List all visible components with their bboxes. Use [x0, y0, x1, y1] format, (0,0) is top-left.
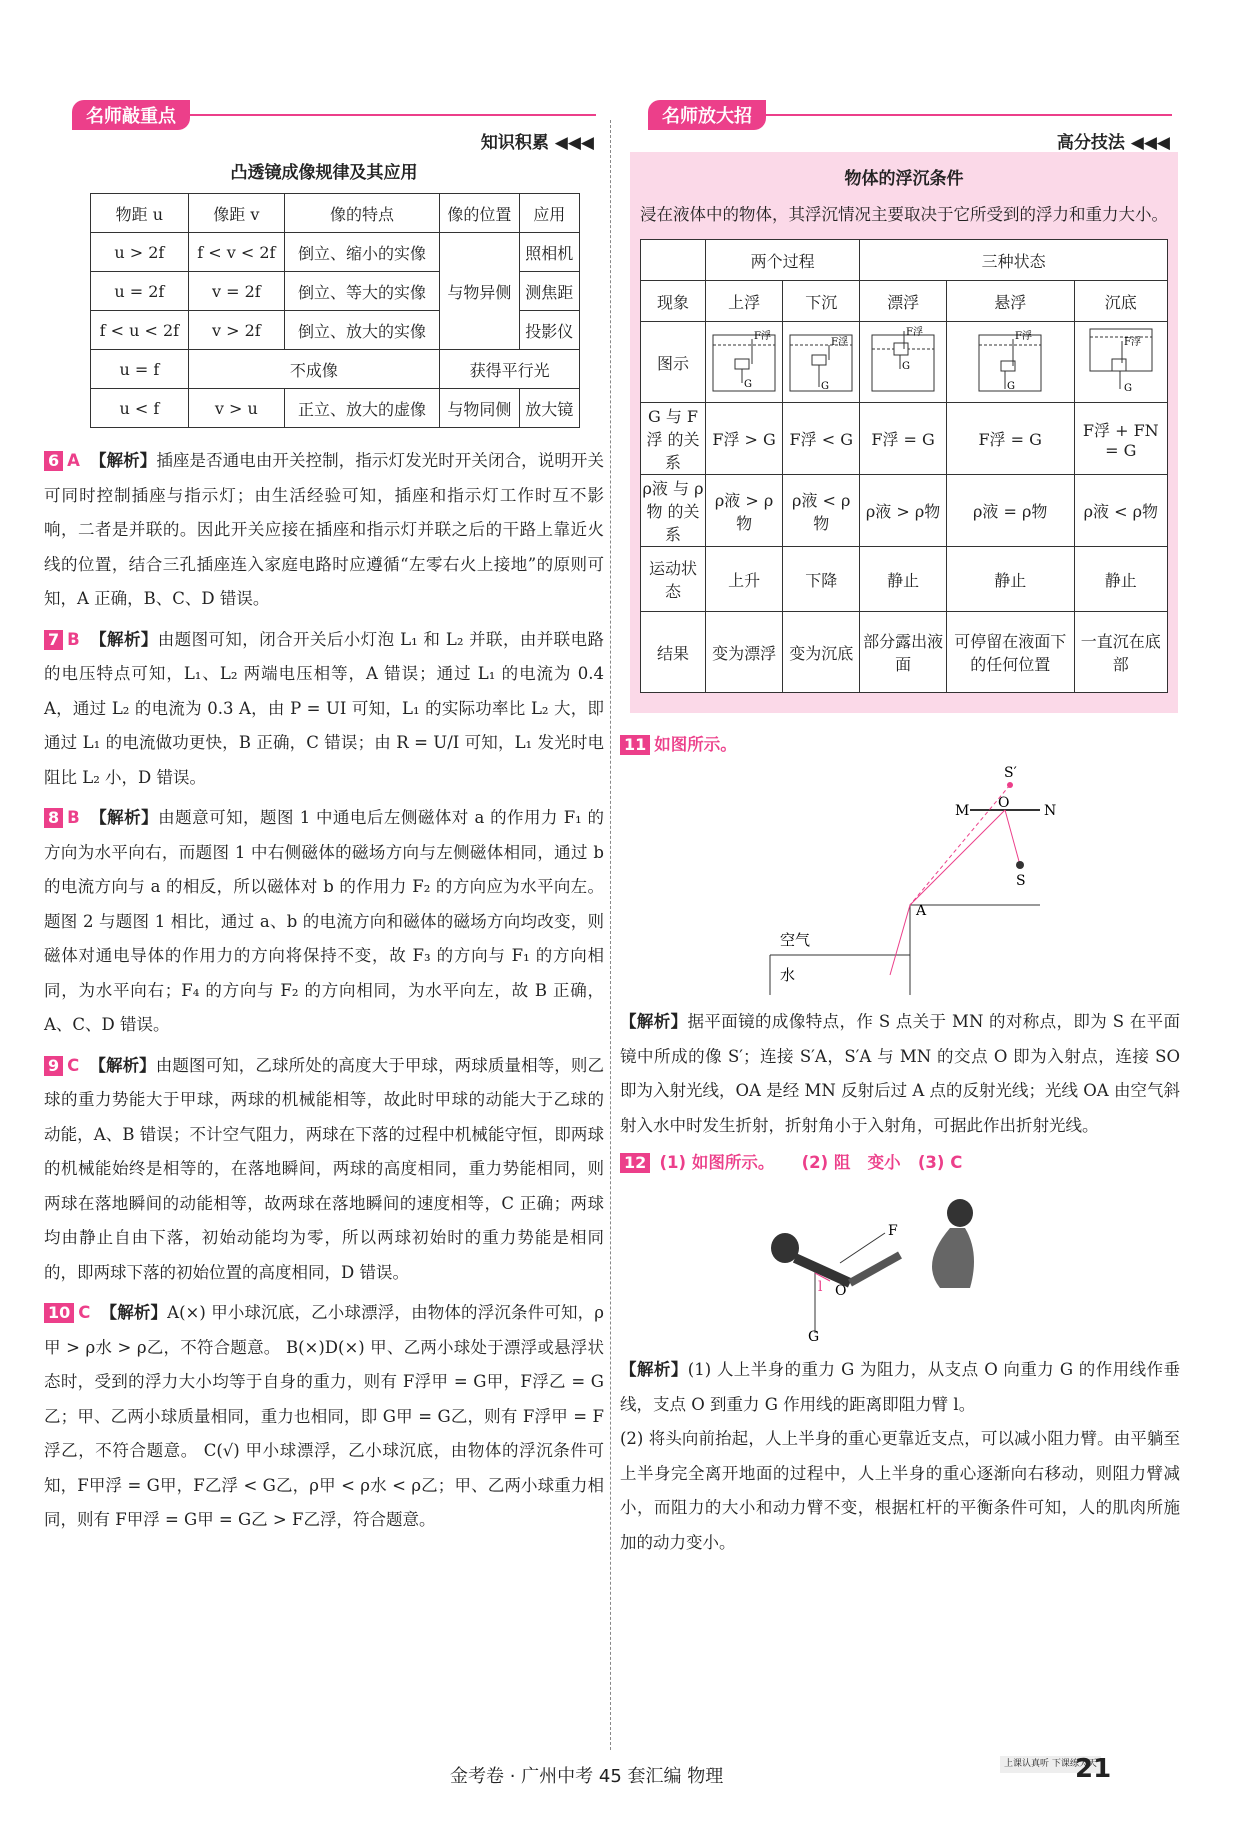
analysis-label: 【解析】 — [89, 1055, 156, 1075]
diagram-cell — [860, 322, 946, 403]
right-column — [620, 100, 1180, 1560]
answer-part-2: (2) 阻 — [801, 1153, 851, 1172]
table-cell: 可停留在液面下的任何位置 — [946, 612, 1074, 693]
object — [812, 355, 826, 365]
table-row — [641, 240, 1168, 281]
label-air: 空气 — [780, 931, 811, 949]
diagram-cell — [706, 322, 783, 403]
page-footer — [0, 1754, 1250, 1794]
mirror-refraction-diagram — [620, 755, 1180, 995]
answer-option: C — [67, 1055, 80, 1075]
rise-diagram — [707, 325, 781, 395]
table-cell: 测焦距 — [519, 272, 579, 311]
header-cell: 像的特点 — [284, 194, 439, 233]
answer-11-analysis — [620, 1005, 1180, 1143]
table-cell: 下沉 — [783, 281, 860, 322]
float-title: 物体的浮沉条件 — [844, 169, 964, 189]
table-cell: 悬浮 — [946, 281, 1074, 322]
analysis-text: 由题图可知，乙球所处的高度大于甲球，两球质量相等，则乙球的重力势能大于甲球，两球的机械能相等，故此时甲球的动能大于乙球的动能，A、B 错误；不计空气阻力，两球在下落的过程中机械能守恒，即两球的机械能始终是相等的，在落地瞬间，两球的高度相同，重力势能相同，则两球在落地瞬间的动能相等，故两球在落地瞬间的速度相等，C 正确；两球均由静止自由下落，初始动能均为零，所以两球初始时的重力势能是相同的，即两球下落的初始位置的高度相同，D 错误。 — [44, 1055, 605, 1282]
table-cell: F浮 + FN = G — [1074, 403, 1167, 475]
gravity-label: G — [744, 379, 753, 390]
lens-table — [90, 193, 580, 428]
float-table — [640, 239, 1168, 693]
table-row — [641, 281, 1168, 322]
footer-title: 金考卷 · 广州中考 45 套汇编 物理 — [450, 1766, 724, 1787]
incident-ray — [1005, 810, 1020, 865]
answer-12-analysis — [620, 1353, 1180, 1422]
suspend-diagram — [973, 325, 1047, 395]
diagram-cell — [783, 322, 860, 403]
answer-11-heading — [620, 731, 1180, 755]
force-f-arrow — [840, 1233, 885, 1263]
table-cell: 投影仪 — [519, 311, 579, 350]
row-label: 结果 — [641, 612, 706, 693]
table-cell: 上浮 — [706, 281, 783, 322]
answer-12-analysis-2: (2) 将头向前抬起，人上半身的重心更靠近支点，可以减小阻力臂。由平躺至上半身完全离开地面的过程中，人上半身的重心逐渐向右移动，则阻力臂减小，而阻力的大小和动力臂不变，根据杠杆的平衡条件可知，人的肌肉所施加的动力变小。 — [620, 1429, 1180, 1552]
table-cell: F浮 > G — [706, 403, 783, 475]
table-row — [641, 612, 1168, 693]
answer-6 — [44, 444, 604, 617]
table-cell: 倒立、缩小的实像 — [284, 233, 439, 272]
table-cell: 变为漂浮 — [706, 612, 783, 693]
person-b-body — [932, 1228, 974, 1288]
table-cell: ρ液 = ρ物 — [946, 475, 1074, 547]
table-cell: u < f — [91, 389, 189, 428]
buoyancy-label: F浮 — [906, 327, 924, 338]
table-cell: 放大镜 — [519, 389, 579, 428]
analysis-label: 【解析】 — [89, 451, 157, 470]
label-n: N — [1044, 803, 1057, 819]
table-cell: 与物同侧 — [440, 389, 519, 428]
answer-option: C — [78, 1303, 91, 1322]
gravity-label: G — [1123, 383, 1132, 394]
table-row — [641, 475, 1168, 547]
table-cell: 倒立、放大的实像 — [284, 311, 439, 350]
gravity-label: G — [821, 381, 830, 392]
answer-9 — [44, 1049, 604, 1291]
question-number: 7 — [44, 630, 63, 650]
question-number: 8 — [44, 808, 63, 828]
table-cell: 获得平行光 — [440, 350, 580, 389]
table-cell: 静止 — [946, 547, 1074, 612]
header-cell: 物距 u — [91, 194, 189, 233]
analysis-label: 【解析】 — [620, 1360, 688, 1379]
label-m: M — [955, 803, 970, 819]
table-cell: v = 2f — [188, 272, 284, 311]
pool-outline — [770, 905, 1040, 995]
analysis-text: A(×) 甲小球沉底，乙小球漂浮，由物体的浮沉条件可知，ρ甲 > ρ水 > ρ乙，不符合题意。 B(×)D(×) 甲、乙两小球处于漂浮或悬浮状态时，受到的浮力大小均等于自身的重力，则有 F浮甲 = G甲，F浮乙 = G乙；甲、乙两小球质量相同，重力也相同，即 G甲 = G乙，则有 F浮甲 = F浮乙，不符合题意。 C(√) 甲小球漂浮，乙小球沉底，由物体的浮沉条件可知，F甲浮 = G甲，F乙浮 < G乙，ρ甲 < ρ水 < ρ乙；甲、乙两小球重力相同，则有 F甲浮 = G甲 = G乙 > F乙浮，符合题意。 — [44, 1303, 605, 1529]
table-header-row — [91, 194, 580, 233]
label-g: G — [808, 1329, 820, 1343]
answer-12-heading — [620, 1149, 1180, 1173]
object — [735, 359, 749, 369]
section-badge: 名师放大招 — [648, 100, 766, 130]
person-a-legs — [850, 1255, 900, 1283]
table-cell: u = f — [91, 350, 189, 389]
analysis-text: 插座是否通电由开关控制，指示灯发光时开关闭合，说明开关可同时控制插座与指示灯；由生活经验可知，插座和指示灯工作时互不影响，二者是并联的。因此开关应接在插座和指示灯并联之后的干路上靠近火线的位置，结合三孔插座连入家庭电路时应遵循“左零右火上接地”的原则可知，A 正确，B、C、D 错误。 — [44, 451, 605, 608]
answer-option: A — [67, 451, 80, 470]
float-diagram — [866, 325, 940, 395]
table-cell: 静止 — [1074, 547, 1167, 612]
row-label: 图示 — [641, 322, 706, 403]
header-cell: 像的位置 — [440, 194, 519, 233]
question-number: 6 — [44, 451, 63, 471]
table-cell: ρ液 < ρ物 — [783, 475, 860, 547]
table-cell: 上升 — [706, 547, 783, 612]
left-section-header — [44, 100, 604, 152]
label-f: F — [888, 1223, 898, 1239]
float-condition-box — [630, 152, 1178, 713]
label-s: S — [1016, 873, 1026, 889]
table-cell: f < u < 2f — [91, 311, 189, 350]
label-o: O — [998, 795, 1010, 811]
answer-7 — [44, 623, 604, 796]
question-number: 9 — [44, 1056, 63, 1076]
reflected-ray — [910, 810, 1005, 905]
diagram-cell — [946, 322, 1074, 403]
buoyancy-label: F浮 — [1015, 331, 1033, 342]
answer-part-3: (3) C — [917, 1153, 963, 1172]
section-subtitle: 知识积累 ◀◀◀ — [480, 133, 594, 153]
person-b-head — [947, 1199, 973, 1227]
lens-table-title: 凸透镜成像规律及其应用 — [230, 163, 418, 183]
gravity-label: G — [902, 361, 911, 372]
table-cell: f < v < 2f — [188, 233, 284, 272]
row-label: 运动状态 — [641, 547, 706, 612]
answer-option: B — [67, 808, 80, 827]
diagram-cell — [1074, 322, 1167, 403]
source-point — [1016, 861, 1024, 869]
table-cell: 不成像 — [188, 350, 439, 389]
table-cell: ρ液 < ρ物 — [1074, 475, 1167, 547]
table-cell: ρ液 > ρ物 — [706, 475, 783, 547]
page-number: 21 — [1075, 1754, 1112, 1784]
table-cell: 下降 — [783, 547, 860, 612]
group-header: 三种状态 — [860, 240, 1168, 281]
label-s-prime: S′ — [1004, 765, 1017, 781]
question-number: 12 — [620, 1153, 650, 1173]
table-cell: 静止 — [860, 547, 946, 612]
table-row — [91, 233, 580, 272]
table-cell: u > 2f — [91, 233, 189, 272]
header-cell: 应用 — [519, 194, 579, 233]
answer-option: B — [67, 629, 80, 649]
answer-part-1: (1) 如图所示。 — [659, 1153, 775, 1172]
float-intro: 浸在液体中的物体，其浮沉情况主要取决于它所受到的浮力和重力大小。 — [640, 205, 1168, 224]
answer-text: 如图所示。 — [654, 735, 737, 754]
table-cell: v > u — [188, 389, 284, 428]
analysis-text: 由题意可知，题图 1 中通电后左侧磁体对 a 的作用力 F₁ 的方向为水平向右，而题图 1 中右侧磁体的磁场方向与左侧磁体相同，通过 b 的电流方向与 a 的相反，所以磁体对 b 的作用力 F₂ 的方向应为水平向左。题图 2 与题图 1 相比，通过 a、b 的电流方向和磁体的磁场方向均改变，则磁体对通电导体的作用力的方向将保持不变，故 F₃ 的方向与 F₁ 的方向相同，为水平向右；F₄ 的方向与 F₂ 的方向相同，为水平向左，故 B 正确，A、C、D 错误。 — [44, 808, 605, 1034]
answer-10 — [44, 1296, 604, 1538]
table-cell: F浮 < G — [783, 403, 860, 475]
sink-diagram — [784, 325, 858, 395]
table-cell: 部分露出液面 — [860, 612, 946, 693]
row-label: 现象 — [641, 281, 706, 322]
analysis-text: (1) 人上半身的重力 G 为阻力，从支点 O 向重力 G 的作用线作垂线，支点 O 到重力 G 作用线的距离即阻力臂 l。 — [620, 1360, 1180, 1414]
row-label: ρ液 与 ρ物 的关系 — [641, 475, 706, 547]
table-cell: v > 2f — [188, 311, 284, 350]
table-cell: 与物异侧 — [440, 233, 519, 350]
refracted-ray — [890, 905, 910, 975]
table-cell: 一直沉在底部 — [1074, 612, 1167, 693]
label-o: O — [835, 1283, 847, 1299]
table-cell: F浮 = G — [860, 403, 946, 475]
header-cell: 像距 v — [188, 194, 284, 233]
analysis-text: 据平面镜的成像特点，作 S 点关于 MN 的对称点，即为 S 在平面镜中所成的像 S′；连接 S′A，S′A 与 MN 的交点 O 即为入射点，连接 SO 即为入射光线，OA 是经 MN 反射后过 A 点的反射光线；光线 OA 由空气斜射入水中时发生折射，折射角小于入射角，可据此作出折射光线。 — [620, 1012, 1180, 1135]
analysis-label: 【解析】 — [100, 1303, 168, 1322]
table-cell: F浮 = G — [946, 403, 1074, 475]
table-cell: 沉底 — [1074, 281, 1167, 322]
table-row — [641, 547, 1168, 612]
situp-lever-diagram — [620, 1173, 1180, 1343]
analysis-label: 【解析】 — [620, 1012, 688, 1031]
image-point — [1007, 782, 1013, 788]
object — [1112, 359, 1126, 371]
table-cell: u = 2f — [91, 272, 189, 311]
answer-part-2b: 变小 — [867, 1153, 901, 1172]
table-row — [641, 403, 1168, 475]
analysis-text: 由题图可知，闭合开关后小灯泡 L₁ 和 L₂ 并联，由并联电路的电压特点可知，L₁、L₂ 两端电压相等，A 错误；通过 L₁ 的电流为 0.4 A，通过 L₂ 的电流为 0.3 A，由 P = UI 可知，L₁ 的实际功率比 L₂ 大，即通过 L₁ 的电流做功更快，B 正确，C 错误；由 R = U/I 可知，L₁ 发光时电阻比 L₂ 小，D 错误。 — [44, 629, 605, 787]
row-label: G 与 F浮 的关系 — [641, 403, 706, 475]
label-water: 水 — [780, 966, 796, 984]
label-a: A — [916, 903, 927, 919]
object — [894, 343, 908, 355]
label-l: l — [818, 1279, 823, 1295]
table-row — [91, 350, 580, 389]
analysis-label: 【解析】 — [89, 808, 159, 827]
buoyancy-label: F浮 — [754, 331, 772, 342]
table-cell: ρ液 > ρ物 — [860, 475, 946, 547]
table-cell: 倒立、等大的实像 — [284, 272, 439, 311]
gravity-label: G — [1007, 381, 1016, 392]
analysis-label: 【解析】 — [89, 629, 158, 649]
table-cell: 变为沉底 — [783, 612, 860, 693]
right-section-header — [620, 100, 1180, 152]
table-cell: 照相机 — [519, 233, 579, 272]
table-cell: 正立、放大的虚像 — [284, 389, 439, 428]
answer-8 — [44, 801, 604, 1043]
mascot-slogan: 上课认真听 下课练天天 — [1000, 1756, 1101, 1773]
section-subtitle: 高分技法 ◀◀◀ — [1056, 133, 1170, 153]
question-number: 10 — [44, 1303, 74, 1323]
table-cell: 漂浮 — [860, 281, 946, 322]
section-badge: 名师敲重点 — [72, 100, 190, 130]
bottom-diagram — [1084, 325, 1158, 395]
buoyancy-label: F浮 — [1123, 337, 1141, 348]
table-row — [641, 322, 1168, 403]
left-column — [44, 100, 604, 1538]
question-number: 11 — [620, 735, 650, 755]
table-row — [91, 389, 580, 428]
group-header: 两个过程 — [706, 240, 860, 281]
buoyancy-label: F浮 — [831, 337, 849, 348]
table-cell — [641, 240, 706, 281]
column-divider — [610, 120, 611, 1750]
